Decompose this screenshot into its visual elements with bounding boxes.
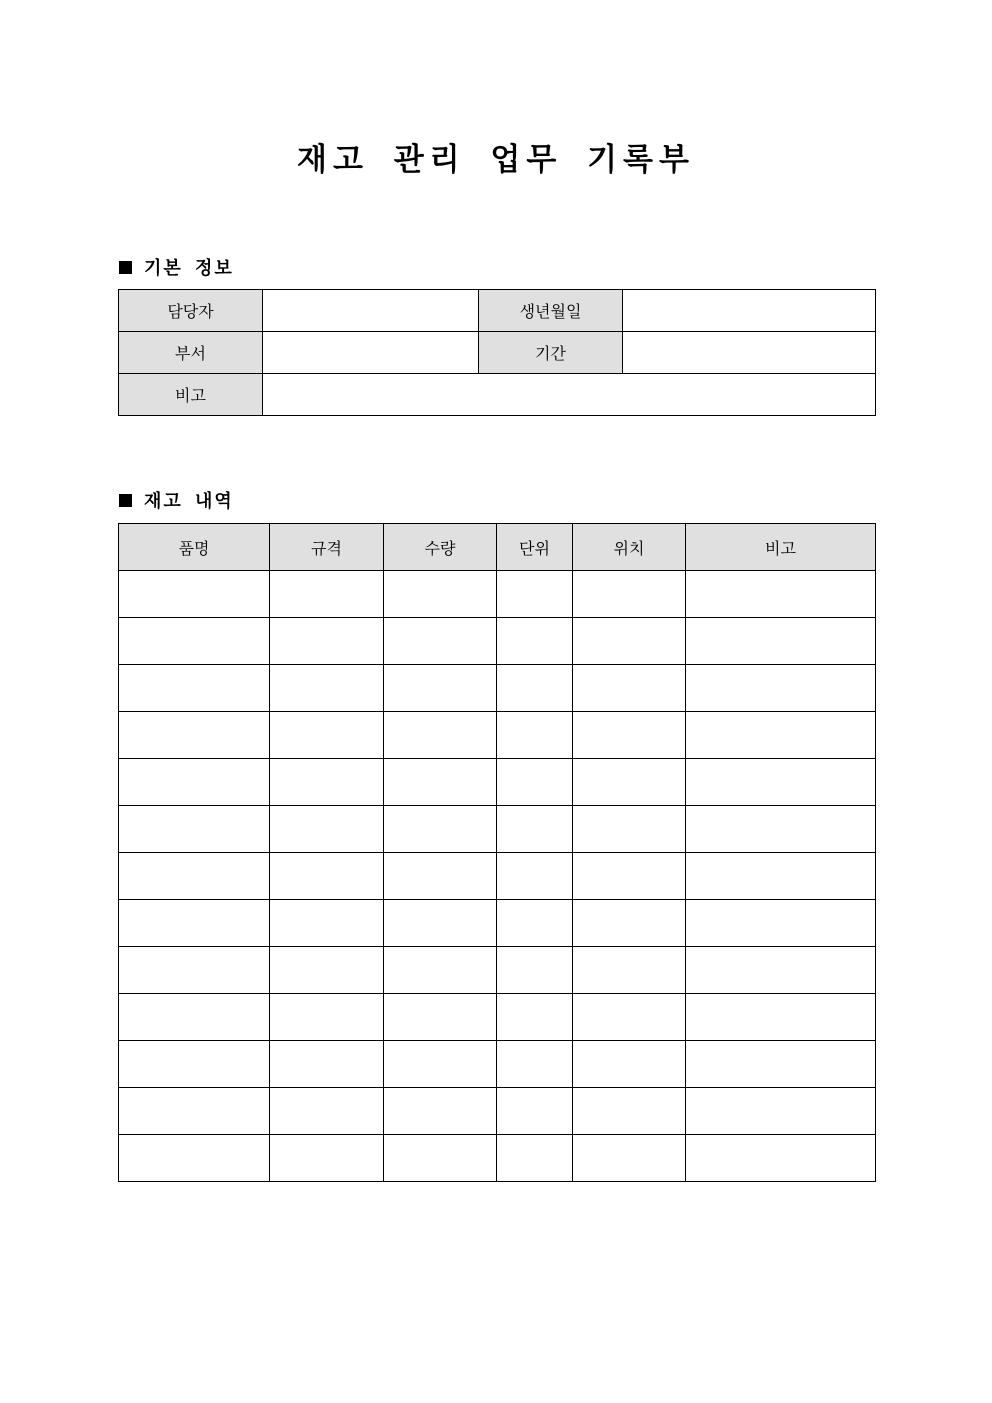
manager-label: 담당자 [119, 290, 263, 332]
spec-cell[interactable] [270, 1041, 384, 1088]
location-cell[interactable] [573, 900, 686, 947]
table-row [119, 1088, 876, 1135]
quantity-cell[interactable] [384, 1088, 497, 1135]
table-row [119, 759, 876, 806]
quantity-cell[interactable] [384, 618, 497, 665]
table-row [119, 332, 876, 374]
note-cell[interactable] [686, 712, 876, 759]
unit-cell[interactable] [497, 1088, 573, 1135]
item-name-cell[interactable] [119, 759, 270, 806]
note-cell[interactable] [686, 1088, 876, 1135]
location-cell[interactable] [573, 947, 686, 994]
item-name-cell[interactable] [119, 618, 270, 665]
note-cell[interactable] [686, 618, 876, 665]
note-cell[interactable] [686, 759, 876, 806]
location-cell[interactable] [573, 1041, 686, 1088]
note-cell[interactable] [686, 947, 876, 994]
column-header-spec: 규격 [270, 524, 384, 571]
note-cell[interactable] [686, 806, 876, 853]
quantity-cell[interactable] [384, 571, 497, 618]
location-cell[interactable] [573, 1088, 686, 1135]
quantity-cell[interactable] [384, 947, 497, 994]
note-cell[interactable] [686, 900, 876, 947]
column-header-quantity: 수량 [384, 524, 497, 571]
location-cell[interactable] [573, 759, 686, 806]
square-bullet-icon [119, 261, 132, 274]
location-cell[interactable] [573, 1135, 686, 1182]
note-cell[interactable] [686, 853, 876, 900]
spec-cell[interactable] [270, 665, 384, 712]
table-row [119, 290, 876, 332]
unit-cell[interactable] [497, 1041, 573, 1088]
birthdate-field[interactable] [623, 290, 876, 332]
table-row [119, 1041, 876, 1088]
table-row [119, 806, 876, 853]
unit-cell[interactable] [497, 994, 573, 1041]
inventory-heading-text: 재고 내역 [144, 491, 234, 512]
note-cell[interactable] [686, 994, 876, 1041]
spec-cell[interactable] [270, 618, 384, 665]
basic-info-heading-text: 기본 정보 [144, 258, 234, 279]
item-name-cell[interactable] [119, 665, 270, 712]
quantity-cell[interactable] [384, 994, 497, 1041]
item-name-cell[interactable] [119, 712, 270, 759]
table-row [119, 853, 876, 900]
spec-cell[interactable] [270, 571, 384, 618]
note-cell[interactable] [686, 571, 876, 618]
column-header-location: 위치 [573, 524, 686, 571]
table-row [119, 1135, 876, 1182]
period-label: 기간 [479, 332, 623, 374]
item-name-cell[interactable] [119, 571, 270, 618]
item-name-cell[interactable] [119, 1135, 270, 1182]
inventory-table [118, 523, 876, 1182]
item-name-cell[interactable] [119, 853, 270, 900]
spec-cell[interactable] [270, 900, 384, 947]
table-row [119, 712, 876, 759]
birthdate-label: 생년월일 [479, 290, 623, 332]
spec-cell[interactable] [270, 712, 384, 759]
quantity-cell[interactable] [384, 806, 497, 853]
unit-cell[interactable] [497, 900, 573, 947]
spec-cell[interactable] [270, 759, 384, 806]
table-row [119, 947, 876, 994]
square-bullet-icon [119, 494, 132, 507]
spec-cell[interactable] [270, 806, 384, 853]
item-name-cell[interactable] [119, 947, 270, 994]
note-cell[interactable] [686, 1041, 876, 1088]
table-row [119, 618, 876, 665]
location-cell[interactable] [573, 853, 686, 900]
location-cell[interactable] [573, 806, 686, 853]
unit-cell[interactable] [497, 947, 573, 994]
department-field[interactable] [263, 332, 479, 374]
unit-cell[interactable] [497, 853, 573, 900]
department-label: 부서 [119, 332, 263, 374]
table-row [119, 665, 876, 712]
inventory-heading [119, 487, 234, 513]
basic-info-heading [119, 254, 234, 280]
column-header-note: 비고 [686, 524, 876, 571]
table-row [119, 900, 876, 947]
spec-cell[interactable] [270, 994, 384, 1041]
location-cell[interactable] [573, 665, 686, 712]
inventory-table-body [119, 571, 876, 1182]
unit-cell[interactable] [497, 712, 573, 759]
location-cell[interactable] [573, 618, 686, 665]
unit-cell[interactable] [497, 1135, 573, 1182]
quantity-cell[interactable] [384, 1041, 497, 1088]
unit-cell[interactable] [497, 665, 573, 712]
quantity-cell[interactable] [384, 853, 497, 900]
spec-cell[interactable] [270, 853, 384, 900]
unit-cell[interactable] [497, 571, 573, 618]
item-name-cell[interactable] [119, 900, 270, 947]
quantity-cell[interactable] [384, 665, 497, 712]
column-header-unit: 단위 [497, 524, 573, 571]
note-label: 비고 [119, 374, 263, 416]
manager-field[interactable] [263, 290, 479, 332]
basic-info-table [118, 289, 876, 416]
unit-cell[interactable] [497, 759, 573, 806]
unit-cell[interactable] [497, 806, 573, 853]
table-row [119, 571, 876, 618]
quantity-cell[interactable] [384, 759, 497, 806]
quantity-cell[interactable] [384, 1135, 497, 1182]
column-header-item-name: 품명 [119, 524, 270, 571]
item-name-cell[interactable] [119, 994, 270, 1041]
location-cell[interactable] [573, 994, 686, 1041]
note-field[interactable] [263, 374, 876, 416]
item-name-cell[interactable] [119, 1088, 270, 1135]
item-name-cell[interactable] [119, 1041, 270, 1088]
item-name-cell[interactable] [119, 806, 270, 853]
location-cell[interactable] [573, 712, 686, 759]
period-field[interactable] [623, 332, 876, 374]
table-row [119, 994, 876, 1041]
document-title: 재고 관리 업무 기록부 [297, 142, 695, 178]
unit-cell[interactable] [497, 618, 573, 665]
table-header-row [119, 524, 876, 571]
location-cell[interactable] [573, 571, 686, 618]
quantity-cell[interactable] [384, 712, 497, 759]
spec-cell[interactable] [270, 1088, 384, 1135]
note-cell[interactable] [686, 1135, 876, 1182]
table-row [119, 374, 876, 416]
note-cell[interactable] [686, 665, 876, 712]
spec-cell[interactable] [270, 1135, 384, 1182]
spec-cell[interactable] [270, 947, 384, 994]
quantity-cell[interactable] [384, 900, 497, 947]
